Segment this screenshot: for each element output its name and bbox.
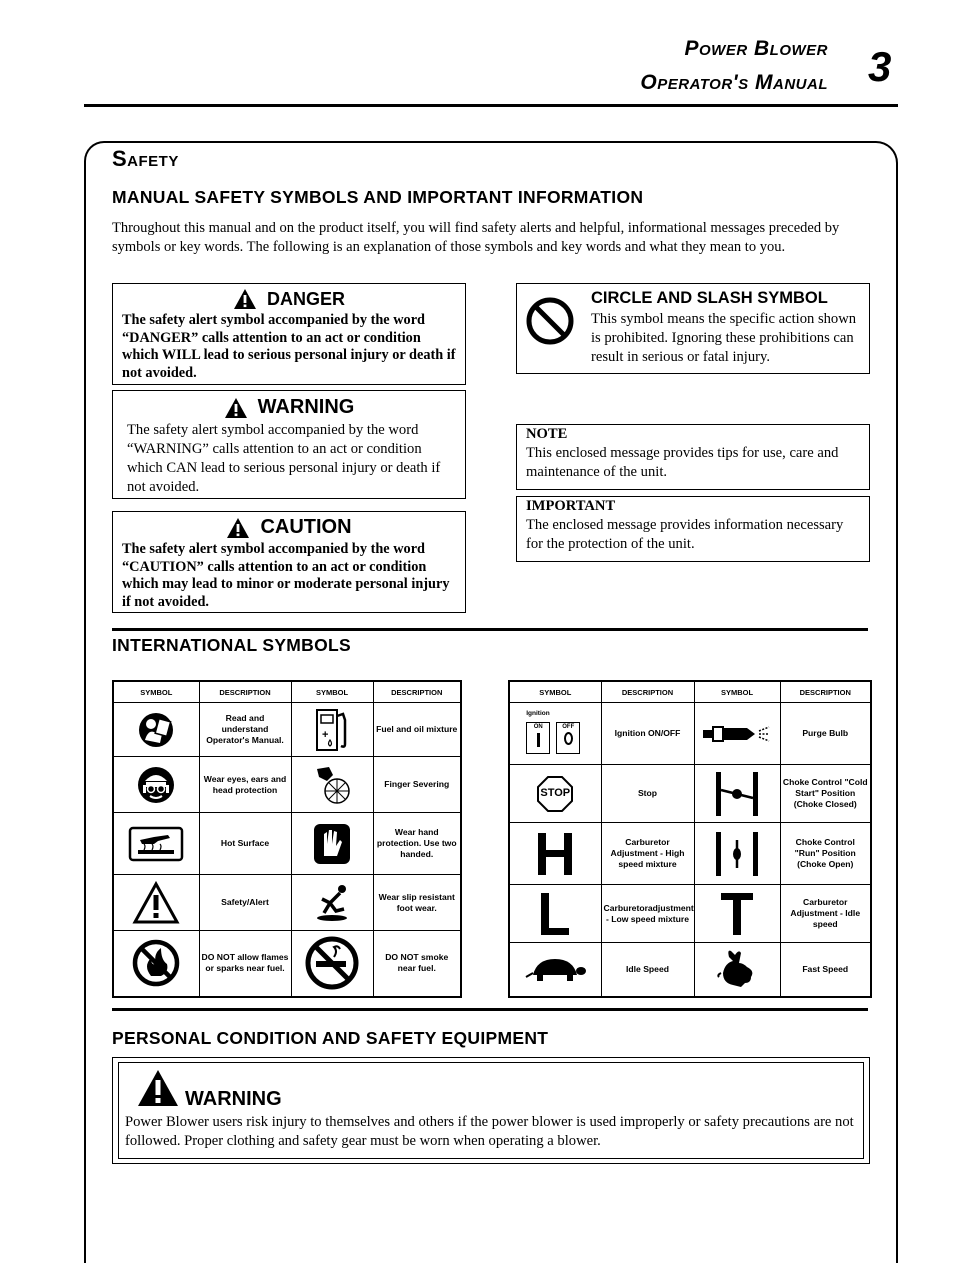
intl-rule: [112, 628, 868, 631]
desc-no-flames: DO NOT allow flames or sparks near fuel.: [199, 931, 291, 997]
no-flame-icon: [131, 938, 181, 988]
col-header-description: DESCRIPTION: [373, 681, 461, 703]
letter-l-icon: [537, 891, 573, 937]
caution-heading: [113, 516, 465, 539]
note-box: [516, 424, 870, 490]
col-header-symbol: SYMBOL: [694, 681, 780, 703]
personal-warning-box: [118, 1062, 864, 1159]
letter-t-icon: [718, 891, 756, 937]
desc-idle-speed: Idle Speed: [601, 943, 694, 997]
desc-stop: Stop: [601, 765, 694, 823]
no-smoking-icon: [304, 935, 360, 991]
desc-hand-protection: Wear hand protection. Use two handed.: [373, 813, 461, 875]
header-rule: [84, 104, 898, 107]
section-subtitle: MANUAL SAFETY SYMBOLS AND IMPORTANT INFORMATION: [112, 187, 644, 207]
desc-read-manual: Read and understand Operator's Manual.: [199, 703, 291, 757]
desc-eye-ear-head: Wear eyes, ears and head protection: [199, 757, 291, 813]
slip-icon: [312, 883, 352, 923]
desc-ignition: Ignition ON/OFF: [601, 703, 694, 765]
warning-text: The safety alert symbol accompanied by the word “WARNING” calls attention to an act or condition which CAN lead to serious personal injury or death if not avoided.: [127, 422, 441, 495]
col-header-symbol: SYMBOL: [509, 681, 601, 703]
letter-h-icon: [535, 831, 575, 877]
section-title: Safety: [112, 146, 179, 171]
personal-warning-text: Power Blower users risk injury to themselves and others if the power blower is used improperly or safety precautions are not followed. Proper clothing and safety gear must be worn when operating a blower.: [125, 1114, 854, 1149]
desc-fast-speed: Fast Speed: [780, 943, 871, 997]
note-label: NOTE: [526, 426, 568, 442]
important-text: The enclosed message provides information necessary for the protection of the unit.: [526, 517, 844, 552]
warning-box: [112, 390, 466, 499]
header-title-line2: Operator's Manual: [640, 71, 828, 94]
safety-alert-icon: [132, 881, 180, 925]
gloves-icon: [312, 822, 352, 866]
col-header-description: DESCRIPTION: [780, 681, 871, 703]
desc-hot-surface: Hot Surface: [199, 813, 291, 875]
stop-text: STOP: [540, 786, 571, 799]
turtle-icon: [523, 953, 587, 985]
important-label: IMPORTANT: [526, 498, 616, 514]
desc-fuel-oil: Fuel and oil mixture: [373, 703, 461, 757]
intl-title: INTERNATIONAL SYMBOLS: [112, 635, 351, 655]
desc-choke-closed: Choke Control "Cold Start" Position (Choke Closed): [780, 765, 871, 823]
col-header-symbol: SYMBOL: [291, 681, 373, 703]
col-header-description: DESCRIPTION: [199, 681, 291, 703]
circle-slash-box: [516, 283, 870, 374]
page-number: 3: [868, 43, 892, 90]
finger-severing-icon: [313, 763, 351, 807]
intl-symbols-table-left: [112, 680, 462, 998]
desc-low-speed: Carburetoradjustment - Low speed mixture: [601, 885, 694, 943]
caution-label: CAUTION: [260, 516, 352, 538]
desc-purge-bulb: Purge Bulb: [780, 703, 871, 765]
hot-surface-icon: [128, 826, 184, 862]
ignition-off-label: OFF: [562, 723, 575, 730]
circle-slash-icon: [525, 296, 575, 346]
personal-rule: [112, 1008, 868, 1011]
choke-closed-icon: [712, 770, 762, 818]
personal-warning-label: WARNING: [185, 1088, 282, 1110]
eye-ear-head-protection-icon: [136, 765, 176, 805]
stop-icon: [537, 776, 573, 812]
note-text: This enclosed message provides tips for use, care and maintenance of the unit.: [526, 445, 839, 480]
caution-text: The safety alert symbol accompanied by the word “CAUTION” calls attention to an act or condition which may lead to minor or moderate personal injury if not avoided.: [122, 541, 450, 610]
intl-symbols-table-right: [508, 680, 872, 998]
circle-slash-text: This symbol means the specific action shown is prohibited. Ignoring these prohibitions can result in serious or fatal injury.: [591, 311, 857, 365]
desc-high-speed: Carburetor Adjustment - High speed mixture: [601, 823, 694, 885]
purge-bulb-icon: [701, 722, 773, 746]
col-header-symbol: SYMBOL: [113, 681, 199, 703]
safety-alert-icon: [226, 517, 250, 539]
choke-open-icon: [712, 830, 762, 878]
warning-heading: [113, 396, 465, 419]
ignition-label: Ignition: [526, 709, 550, 717]
important-box: [516, 496, 870, 562]
warning-label: WARNING: [257, 396, 355, 418]
ignition-switch-icon: [524, 710, 586, 758]
safety-alert-icon: [224, 397, 248, 419]
desc-choke-open: Choke Control "Run" Position (Choke Open): [780, 823, 871, 885]
svg-text:+: +: [322, 728, 329, 741]
intro-paragraph: Throughout this manual and on the product itself, you will find safety alerts and helpful, informational messages preceded by symbols or key words. The following is an explanation of those symbols and key words and what they mean to you.: [112, 220, 840, 255]
personal-warning-outer: [112, 1057, 870, 1164]
fuel-pump-icon: [313, 706, 351, 754]
circle-slash-label: CIRCLE AND SLASH SYMBOL: [591, 289, 828, 307]
danger-text: The safety alert symbol accompanied by the word “DANGER” calls attention to an act or condition which WILL lead to serious personal injury or death if not avoided.: [122, 312, 456, 381]
ignition-on-label: ON: [533, 723, 543, 730]
desc-idle-speed-adjust: Carburetor Adjustment - Idle speed: [780, 885, 871, 943]
personal-title: PERSONAL CONDITION AND SAFETY EQUIPMENT: [112, 1028, 549, 1048]
danger-label: DANGER: [266, 288, 345, 309]
col-header-description: DESCRIPTION: [601, 681, 694, 703]
desc-no-smoking: DO NOT smoke near fuel.: [373, 931, 461, 997]
safety-alert-icon: [233, 288, 257, 310]
desc-finger-severing: Finger Severing: [373, 757, 461, 813]
rabbit-icon: [717, 947, 757, 991]
danger-heading: [113, 288, 465, 310]
desc-safety-alert: Safety/Alert: [199, 875, 291, 931]
safety-alert-icon: [137, 1069, 179, 1107]
caution-box: [112, 511, 466, 613]
header-title-line1: Power Blower: [684, 37, 828, 60]
danger-box: [112, 283, 466, 385]
desc-slip-resistant: Wear slip resistant foot wear.: [373, 875, 461, 931]
read-manual-icon: [136, 710, 176, 750]
